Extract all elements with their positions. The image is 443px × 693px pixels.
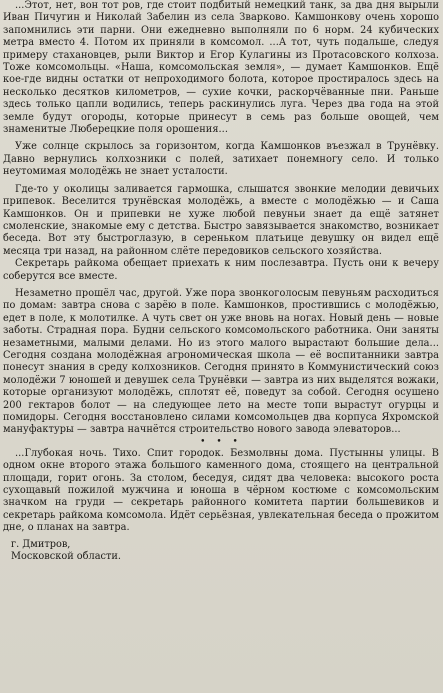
- dateline: [3, 539, 439, 564]
- article-column: [3, 0, 439, 563]
- article-paragraph: Где-то у околицы заливается гармошка, слышатся звонкие мелодии девичьих припевок. Веселится трунёвская молодёжь, а вместе с молодёжью — и Саша Камшонков. Он и припевки не хуже любой певуньи знает да ещё затянет смоленские, знакомые ему с детства. Быстро завязывается знакомство, возникает беседа. Вот эту быстроглазую, в сереньком платьице девушку он видел ещё месяца три назад, на районном слёте передовиков сельского хозяйства.: [3, 183, 439, 257]
- article-paragraph: ...Этот, нет, вон тот ров, где стоит подбитый немецкий танк, за два дня вырыли Иван Пичугин и Николай Забелин из села Зварково. Камшонкову очень хорошо запомнились эти парни. Они ежедневно выполняли по 6 норм. 24 кубических метра вместо 4. Потом их приняли в комсомол. ...А тот, чуть подальше, следуя примеру стахановцев, рыли Виктор и Егор Кулагины из Протасовского колхоза. Тоже комсомольцы. «Наша, комсомольская земля», — думает Камшонков. Ещё кое-где видны остатки от непроходимого болота, которое простиралось здесь на несколько десятков километров, — сухие кочки, раскорчёванные пни. Раньше здесь только цапли водились, теперь раскинулись луга. Через два года на этой земле будут огороды, которые принесут в семь раз больше овощей, чем знаменитые Люберецкие поля орошения...: [3, 0, 439, 136]
- section-break: • • •: [200, 436, 242, 447]
- dateline-region: Московской области.: [11, 551, 121, 563]
- article-paragraph: ...Глубокая ночь. Тихо. Спит городок. Безмолвны дома. Пустынны улицы. В одном окне второго этажа большого каменного дома, стоящего на центральной площади, горит огонь. За столом, беседуя, сидят два человека: высокого роста сухощавый пожилой мужчина и юноша в чёрном костюме с комсомольским значком на груди — секретарь районного комитета партии большевиков и секретарь райкома комсомола. Идёт серьёзная, увлекательная беседа о прожитом дне, о планах на завтра.: [3, 447, 439, 534]
- article-paragraph: Секретарь райкома обещает приехать к ним послезавтра. Пусть они к вечеру соберутся все вместе.: [3, 258, 439, 282]
- article-paragraph: Уже солнце скрылось за горизонтом, когда Камшонков въезжал в Трунёвку. Давно вернулись колхозники с полей, затихает понемногу село. И только неутомимая молодёжь не знает усталости.: [3, 141, 439, 178]
- dateline-city: г. Дмитров,: [11, 538, 71, 550]
- article-paragraph: Незаметно прошёл час, другой. Уже пора звонкоголосым певуньям расходиться по домам: завтра снова с зарёю в поле. Камшонков, простившись с молодёжью, едет в поле, к молотилке. А чуть свет он уже вновь на ногах. Новый день — новые заботы. Страдная пора. Будни сельского комсомольского работника. Они заняты незаметными, малыми делами. Но из этого малого вырастают большие дела... Сегодня создана молодёжная агрономическая школа — её воспитанники завтра понесут знания в среду колхозников. Сегодня принято в Коммунистический союз молодёжи 7 юношей и девушек села Трунёвки — завтра из них выделятся вожаки, которые организуют молодёжь, сплотят её, поведут за собой. Сегодня осушено 200 гектаров болот — на следующее лето на месте топи вырастут огурцы и помидоры. Сегодня восстановлено силами комсомольцев два корпуса Яхромской мануфактуры — завтра начнётся строительство нового завода элеваторов...: [3, 287, 439, 436]
